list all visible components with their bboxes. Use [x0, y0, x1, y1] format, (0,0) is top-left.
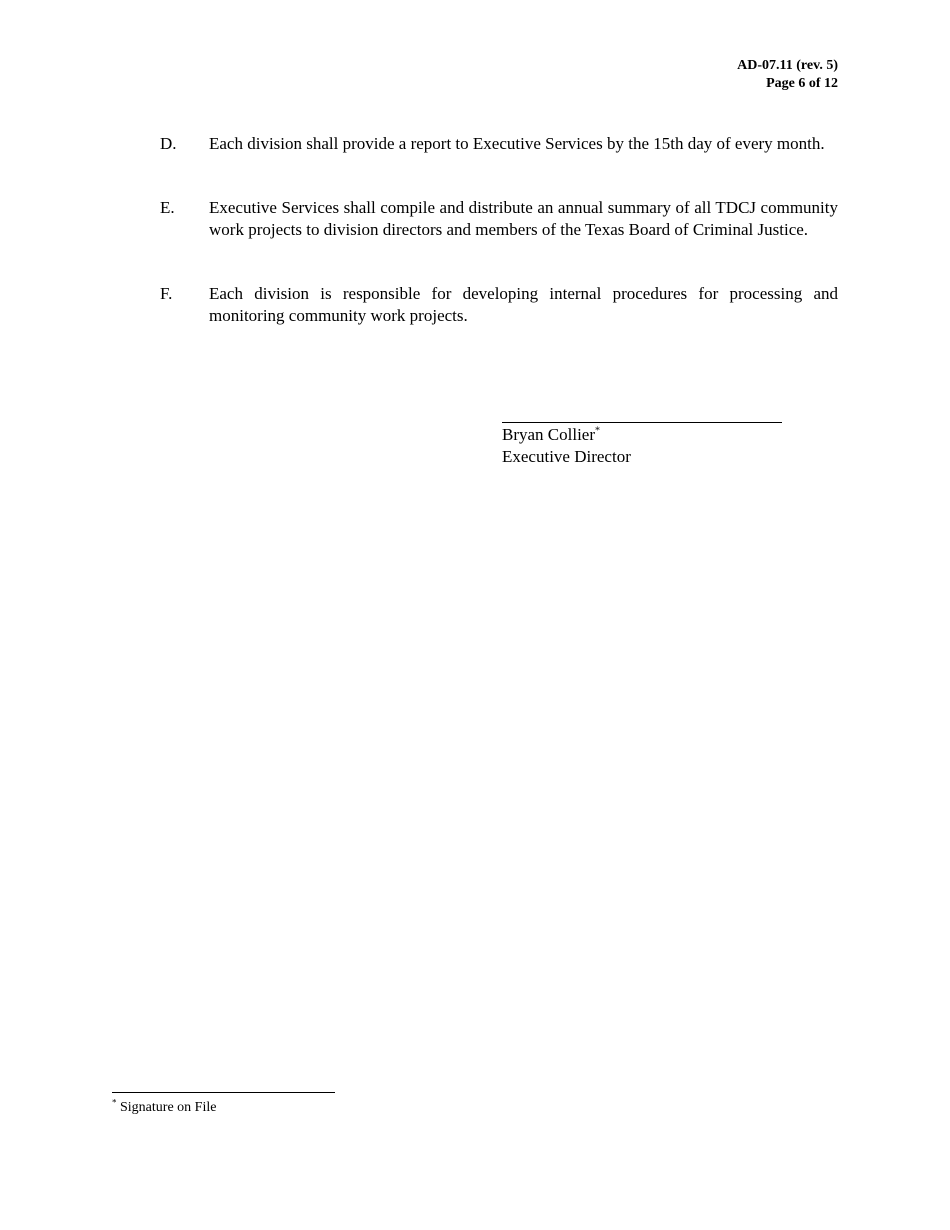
- list-item: [160, 133, 838, 155]
- signature-footnote-marker: *: [595, 425, 601, 437]
- list-item: [160, 197, 838, 240]
- signature-block: [502, 422, 782, 467]
- list-item-text: Each division shall provide a report to Executive Services by the 15th day of every month.: [209, 134, 825, 153]
- list-item: [160, 283, 838, 326]
- footnote-divider: [112, 1092, 335, 1093]
- list-item-letter: F.: [160, 284, 173, 303]
- signatory-title: Executive Director: [502, 446, 631, 466]
- list-item-text: Executive Services shall compile and distribute an annual summary of all TDCJ community work projects to division directors and members of the Texas Board of Criminal Justice.: [209, 198, 838, 239]
- footnote-marker: *: [112, 1097, 117, 1108]
- footnote-text: Signature on File: [120, 1100, 217, 1115]
- page-header: [737, 57, 838, 93]
- footnote: [112, 1099, 216, 1117]
- list-item-text: Each division is responsible for developing internal procedures for processing and monitoring community work projects.: [209, 284, 838, 325]
- list-item-letter: D.: [160, 134, 177, 153]
- document-id: AD-07.11 (rev. 5): [737, 58, 838, 73]
- signatory-name-row: [502, 424, 782, 446]
- signature-line: [502, 422, 782, 423]
- signatory-name: Bryan Collier: [502, 425, 596, 444]
- list-item-letter: E.: [160, 198, 175, 217]
- page-number: Page 6 of 12: [766, 76, 838, 91]
